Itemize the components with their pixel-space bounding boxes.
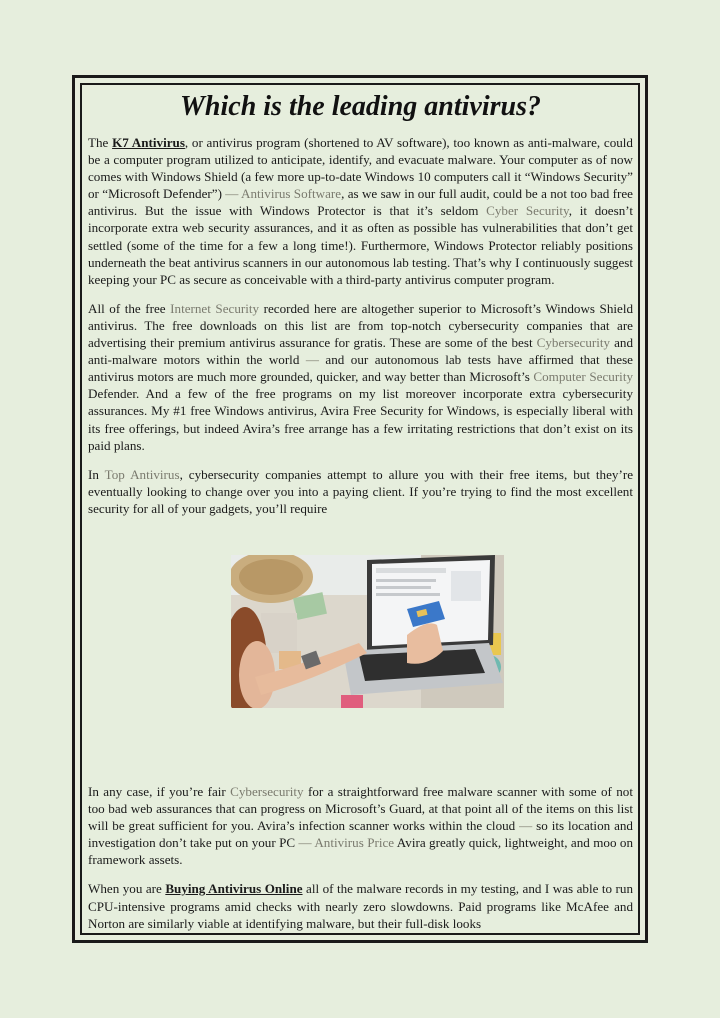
link-dash-2[interactable]: — [519,818,533,834]
text-run: for a straightforward free malware scanner with some of not too bad web assurances that can progress on Microsoft’s Guard, at that point all of the items on this list will be great sufficient for you. Avira’s infection scanner works within the cloud [88,783,633,834]
laptop-shopping-photo [231,555,504,708]
text-run: The [88,135,113,150]
text-run: In any case, if you’re fair [88,783,231,799]
paragraph-4 [88,783,633,868]
article-title: Which is the leading antivirus? [180,91,541,122]
text-run: so its location and investigation don’t take put on your PC [88,818,633,851]
paragraph-2 [88,300,633,454]
text-run: and anti-malware motors within the world [88,335,633,368]
link-antivirus-software[interactable]: — Antivirus Software [225,186,342,202]
link-buying-antivirus-online[interactable]: Buying Antivirus Online [165,881,303,897]
link-computer-security[interactable]: Computer Security [533,369,633,385]
text-run: All of the free [88,300,171,316]
text-run: and our autonomous lab tests have affirmed that these antivirus motors are much more grounded, quicker, and way better than Microsoft’s [88,352,633,385]
paragraph-1 [88,134,633,288]
article [80,84,640,944]
photo-container [88,555,633,773]
text-run: When you are [88,881,166,897]
link-cyber-security[interactable]: Cyber Security [486,203,569,219]
text-run: , as we saw in our full audit, could be a not too bad free antivirus. But the issue with Windows Protector is that it’s seldom [88,186,633,219]
link-internet-security[interactable]: Internet Security [170,300,260,316]
text-run: Avira greatly quick, lightweight, and moo on framework assets. [88,835,633,868]
text-run: all of the malware records in my testing, and I was able to run CPU-intensive programs amid checks with nearly zero slowdowns. Paid programs like McAfee and Norton are similarly viable at identifying malware, but their full-disk looks [88,881,633,931]
link-cybersecurity-2[interactable]: Cybersecurity [230,783,304,799]
text-run: In [88,466,105,482]
link-cybersecurity[interactable]: Cybersecurity [536,335,611,351]
link-dash[interactable]: — [305,352,319,368]
text-run: Defender. And a few of the free programs on my list moreover incorporate extra cybersecurity assurances. My #1 free Windows antivirus, Avira Free Security for Windows, is especially liberal with its free offerings, but indeed Avira’s free arrange has a few irritating restrictions that don’t exist on its paid plans. [88,386,633,453]
paragraph-3 [88,466,633,517]
link-antivirus-price[interactable]: — Antivirus Price [298,835,395,851]
paragraph-5 [88,880,633,931]
link-top-antivirus[interactable]: Top Antivirus [104,466,180,482]
text-run: , or antivirus program (shortened to AV software), too known as anti-malware, could be a computer program utilized to anticipate, identify, and evacuate malware. Your computer as of now comes with Windows Shield (a few more up-to-date Windows 10 computers call it “Windows Security” or “Microsoft Defender”) [88,135,633,202]
text-run: , cybersecurity companies attempt to allure you with their free items, but they’re eventually looking to change over you into a paying client. If you’re trying to find the most excellent security for all of your gadgets, you’ll require [88,466,633,516]
text-run: recorded here are altogether superior to Microsoft’s Windows Shield antivirus. The free downloads on this list are from top-notch cybersecurity companies that are advertising their premium antivirus assurance for gratis. These are some of the best [88,300,634,351]
text-run: , it doesn’t incorporate extra web security assurances, and it as often as possible has vulnerabilities that don’t get settled (some of the time for a few a long time!). Furthermore, Windows Protector reliably positions underneath the beat antivirus scanners in our autonomous lab testing. That’s why I continuously suggest keeping your PC as secure as conceivable with a third-party antivirus computer program. [88,203,634,287]
link-k7-antivirus[interactable]: K7 Antivirus [112,135,185,150]
